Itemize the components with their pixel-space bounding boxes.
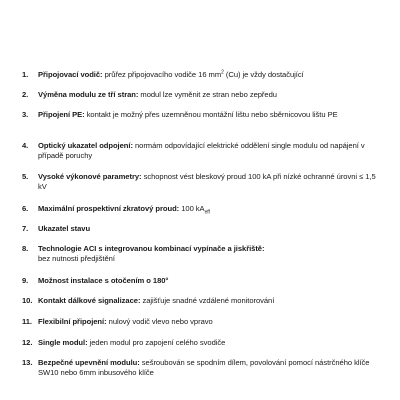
item-number: 8. — [22, 244, 29, 253]
item-title: Optický ukazatel odpojení — [38, 141, 131, 150]
item-description: nulový vodič vlevo nebo vpravo — [108, 317, 213, 326]
item-description: jeden modul pro zapojení celého svodiče — [89, 338, 226, 347]
item-number: 3. — [22, 110, 29, 119]
item-number: 13. — [22, 358, 33, 367]
item-number: 9. — [22, 276, 29, 285]
item-number: 4. — [22, 141, 29, 150]
item-description: 100 kA — [181, 204, 205, 213]
item-title: Ukazatel stavu — [38, 224, 91, 233]
item-title: Vysoké výkonové parametry — [38, 172, 140, 181]
item-number: 1. — [22, 70, 29, 79]
item-superscript: 2 — [221, 69, 224, 76]
item-description: schopnost vést bleskový proud 100 kA při nízké ochranné úrovni ≤ 1,5 kV — [38, 172, 376, 192]
item-title: Technologie ACI s integrovanou kombinací vypínače a jiskřiště — [38, 244, 262, 253]
item-description: kontakt je možný přes uzemněnou montážní lištu nebo sběrnicovou lištu PE — [86, 110, 338, 119]
item-number: 6. — [22, 204, 29, 213]
list-item: 10. Kontakt dálkové signalizace: zajišťuje snadné vzdálené monitorování — [22, 296, 275, 305]
item-description: bez nutnosti předjištění — [38, 254, 115, 264]
item-title: Bezpečné upevnění modulu — [38, 358, 138, 367]
item-title: Připojovací vodič — [38, 70, 101, 79]
list-item: 11. Flexibilní připojení: nulový vodič vlevo nebo vpravo — [22, 317, 213, 326]
item-number: 12. — [22, 338, 33, 347]
list-item: 3. Připojení PE: kontakt je možný přes uzemněnou montážní lištu nebo sběrnicovou lištu PE — [22, 110, 338, 119]
item-number: 5. — [22, 172, 29, 181]
list-item: 13. Bezpečné upevnění modulu: sešroubován se spodním dílem, povolování pomocí nástrčného klíče SW10 nebo 6mm inbusového klíče — [22, 358, 370, 378]
item-title: Výměna modulu ze tří stran — [38, 90, 136, 99]
item-number: 11. — [22, 317, 32, 326]
list-item: 4. Optický ukazatel odpojení: normám odpovídající elektrické oddělení single modulu od napájení v případě poruchy — [22, 141, 365, 161]
list-item: 8. Technologie ACI s integrovanou kombinací vypínače a jiskřiště: bez nutnosti předjištění — [22, 244, 265, 264]
item-description: sešroubován se spodním dílem, povolování pomocí nástrčného klíče SW10 nebo 6mm inbusového klíče — [38, 358, 370, 378]
item-description: zajišťuje snadné vzdálené monitorování — [142, 296, 275, 305]
item-title: Připojení PE — [38, 110, 83, 119]
list-item: 6. Maximální prospektivní zkratový proud: 100 $kA_{eff}$ — [22, 204, 210, 216]
item-number: 7. — [22, 224, 29, 233]
item-title: Maximální prospektivní zkratový proud — [38, 204, 177, 213]
item-number: 2. — [22, 90, 29, 99]
list-item: 12. Single modul: jeden modul pro zapojení celého svodiče — [22, 338, 226, 347]
item-title: Flexibilní připojení — [38, 317, 105, 326]
item-number: 10. — [22, 296, 33, 305]
list-item — [22, 224, 378, 234]
item-description: modul lze vyměnit ze stran nebo zepředu — [140, 90, 277, 99]
list-item: 5. Vysoké výkonové parametry: schopnost vést bleskový proud 100 kA při nízké ochranné úrovni ≤ 1,5 kV — [22, 172, 376, 192]
item-subscript: eff — [204, 209, 210, 216]
item-title: Možnost instalace s otočením o 180° — [38, 276, 169, 285]
item-title: Kontakt dálkové signalizace — [38, 296, 138, 305]
list-item — [22, 276, 378, 286]
item-description: průřez připojovacího vodiče 16 mm — [104, 70, 222, 79]
item-description-end: (Cu) je vždy dostačující — [223, 70, 304, 79]
list-item: 1. Připojovací vodič: průřez připojovacího vodiče 16 $mm^2$ (Cu) je vždy dostačující — [22, 69, 304, 79]
list-item: 2. Výměna modulu ze tří stran: modul lze vyměnit ze stran nebo zepředu — [22, 90, 277, 99]
item-description: normám odpovídající elektrické oddělení single modulu od napájení v případě poruchy — [38, 141, 365, 161]
item-title: Single modul — [38, 338, 86, 347]
